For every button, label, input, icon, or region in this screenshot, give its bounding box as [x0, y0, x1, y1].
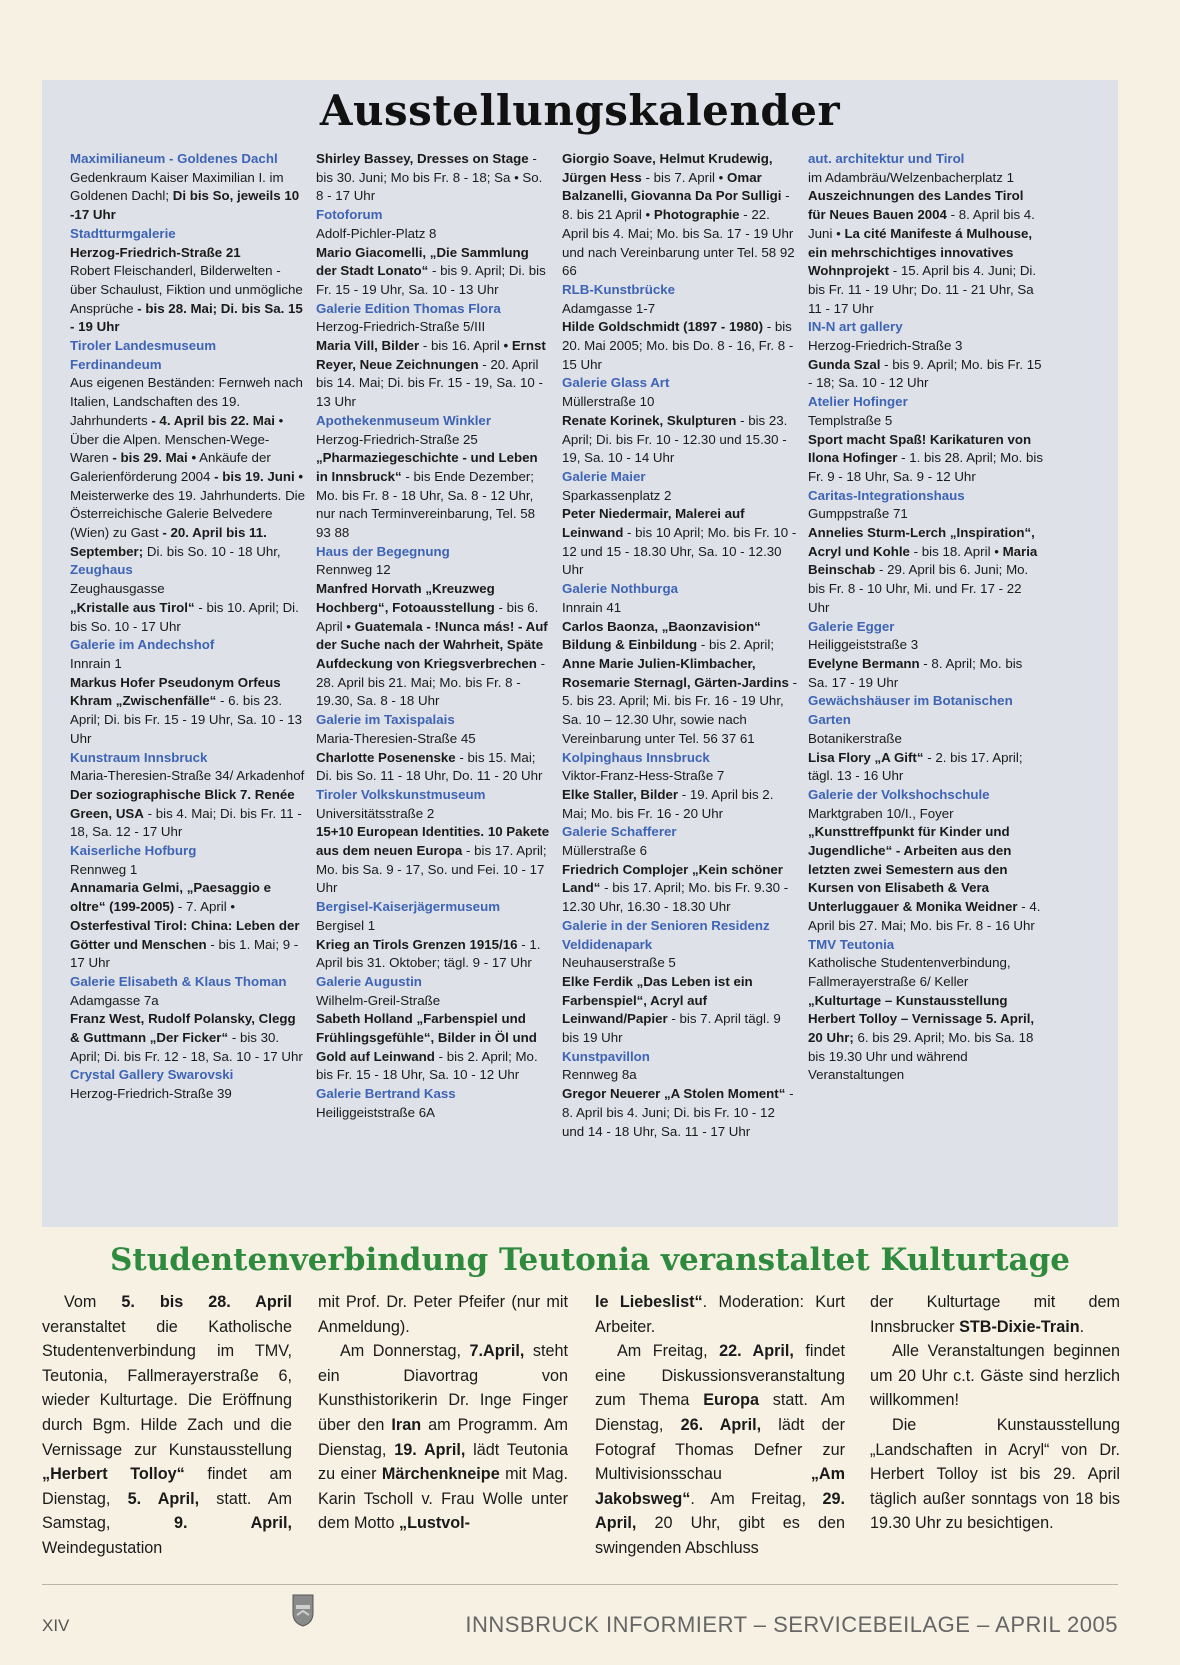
entry-text: Maria-Theresien-Straße 45 [316, 730, 476, 746]
article-column-2 [318, 1290, 568, 1536]
entry-text: - bis 16. April [419, 338, 504, 354]
entry-text: - bis 10 April; Mo. bis Fr. 10 - 12 und 15 - 18.30 Uhr, Sa. 10 - 12.30 Uhr [562, 525, 797, 578]
article-column-3 [595, 1290, 845, 1561]
article-text-bold: 7.April, [469, 1342, 525, 1361]
entry-text: Rennweg 1 [70, 861, 138, 877]
venue-name: Tiroler Volkskunstmuseum [316, 786, 486, 802]
exhibition-entry [808, 730, 1044, 749]
article-text-bold: „Lustvol- [398, 1514, 471, 1533]
calendar-title: Ausstellungskalender [319, 86, 841, 135]
entry-text: Adamgasse 1-7 [562, 300, 656, 316]
exhibition-entry [562, 412, 798, 468]
exhibition-entry [316, 449, 552, 543]
article-text: findet am Dienstag, [42, 1465, 292, 1508]
entry-text-bold: Photographie [653, 207, 740, 223]
exhibition-entry [70, 879, 306, 973]
entry-text: Innrain 41 [562, 599, 622, 615]
venue-name: Tiroler Landesmuseum Ferdinandeum [70, 338, 217, 372]
entry-text-bold: „Kunsttreffpunkt für Kinder und Jugendliche“ - Arbeiten aus den letzten zwei Semestern aus den Kursen von Elisabeth & Vera Unterluggauer & Monika Weidner [808, 824, 1018, 915]
entry-text: Viktor-Franz-Hess-Straße 7 [562, 768, 725, 784]
article-text: Am Donnerstag, [340, 1342, 470, 1361]
entry-text: - 29. April bis 6. Juni; Mo. bis Fr. 8 - 10 Uhr, Mi. und Fr. 17 - 22 Uhr [808, 562, 1029, 615]
entry-text: - bis 30. Juni; Mo bis Fr. 8 - 18; Sa • So. 8 - 17 Uhr [316, 151, 543, 204]
exhibition-entry [562, 973, 798, 1048]
entry-text: Marktgraben 10/I., Foyer [808, 805, 954, 821]
entry-text: Sparkassenplatz 2 [562, 487, 672, 503]
article-text: der Kulturtage mit dem Innsbrucker [870, 1293, 1120, 1336]
entry-text: Müllerstraße 6 [562, 843, 647, 859]
exhibition-entry [808, 505, 1044, 524]
exhibition-entry [70, 1010, 306, 1066]
entry-text-bold: Hilde Goldschmidt (1897 - 1980) [562, 319, 763, 335]
entry-text: - 8. bis 21 April • [562, 188, 790, 223]
venue-name: Atelier Hofinger [808, 394, 908, 410]
venue-name: Stadtturmgalerie [70, 225, 176, 241]
venue-name: aut. architektur und Tirol [808, 151, 965, 166]
entry-text: - bis 9. April; Mo. bis Fr. 15 - 18; Sa. 10 - 12 Uhr [808, 356, 1042, 391]
article-text: 20 Uhr, gibt es den swingenden Abschluss [595, 1514, 845, 1557]
entry-text: - bis 17. April; Mo. bis Sa. 9 - 17, So. und Fei. 10 - 17 Uhr [316, 843, 547, 896]
exhibition-entry [562, 1066, 798, 1085]
article-text-bold: 5. bis 28. April [121, 1293, 293, 1311]
article-text: findet eine Diskussionsveranstaltung zum Thema [595, 1342, 845, 1410]
entry-text: Katholische Studentenverbindung, Fallmerayerstraße 6/ Keller [808, 955, 1011, 989]
article-text-bold: 26. April, [680, 1415, 762, 1434]
exhibition-entry [562, 786, 798, 823]
entry-text: - bis 7. April tägl. 9 bis 19 Uhr [562, 1011, 781, 1046]
exhibition-entry [808, 992, 1044, 1086]
entry-text: - 5. bis 23. April; Mi. bis Fr. 16 - 19 Uhr, Sa. 10 – 12.30 Uhr, sowie nach Vereinbarung unter Tel. 56 37 61 [562, 674, 797, 746]
entry-text: Innrain 1 [70, 655, 122, 671]
article-column-1 [42, 1290, 292, 1561]
article-text-bold: 19. April, [394, 1440, 466, 1459]
entry-text: - 20. April bis 14. Mai; Di. bis Fr. 15 - 19, Sa. 10 - 13 Uhr [316, 356, 543, 410]
exhibition-entry [562, 505, 798, 580]
article-text: statt. Am Samstag, [42, 1489, 292, 1533]
exhibition-entry [562, 318, 798, 374]
article-paragraph [318, 1290, 568, 1339]
entry-text: - bis 23. April; Di. bis Fr. 10 - 12.30 und 15.30 - 19, Sa. 10 - 14 Uhr [562, 412, 788, 466]
entry-text: Universitätsstraße 2 [316, 805, 435, 821]
article-text-bold: 29. April, [595, 1489, 845, 1533]
venue-name: Galerie Egger [808, 618, 895, 634]
entry-text-bold: - 20. April bis 11. September; [70, 525, 267, 559]
entry-text: im Adambräu/Welzenbacherplatz 1 [808, 169, 1014, 185]
entry-text: Gumppstraße 71 [808, 506, 908, 522]
exhibition-entry [562, 1085, 798, 1141]
article-paragraph [318, 1339, 568, 1536]
entry-text: - bis 4. Mai; Di. bis Fr. 11 - 18, Sa. 12 - 17 Uhr [70, 805, 302, 840]
exhibition-entry [316, 805, 552, 824]
exhibition-entry [316, 225, 552, 244]
entry-text-bold: Markus Hofer Pseudonym Orfeus Khram „Zwischenfälle“ [70, 674, 281, 709]
exhibition-entry [70, 169, 306, 225]
exhibition-entry [316, 431, 552, 450]
page-number: XIV [42, 1616, 70, 1635]
entry-text: Neuhauserstraße 5 [562, 955, 676, 971]
article-text: . Am Freitag, [690, 1489, 823, 1508]
exhibition-entry [70, 580, 306, 599]
entry-text-bold: Carlos Baonza, „Baonzavision“ Bildung & Einbildung [562, 618, 761, 653]
exhibition-entry [808, 356, 1044, 393]
entry-text: - bis 20. Mai 2005; Mo. bis Do. 8 - 16, Fr. 8 - 15 Uhr [562, 319, 794, 372]
entry-text: - bis 2. April; [697, 637, 775, 653]
exhibition-entry [808, 412, 1044, 431]
entry-text: Maria-Theresien-Straße 34/ Arkadenhof [70, 768, 305, 784]
entry-text: Müllerstraße 10 [562, 394, 655, 410]
entry-text-bold: Omar Balzanelli, Giovanna Da Por Sulligi [562, 169, 782, 204]
exhibition-entry [70, 1085, 306, 1104]
venue-name: Fotoforum [316, 207, 383, 223]
entry-text-bold: Sabeth Holland „Farbenspiel und Frühlingsgefühle“, Bilder in Öl und Gold auf Leinwand [316, 1011, 537, 1064]
article-text-bold: 9. April, [174, 1514, 292, 1533]
entry-text: - bis 10. April; Di. bis So. 10 - 17 Uhr [70, 599, 299, 634]
exhibition-entry [70, 655, 306, 674]
article-text-bold: Iran [391, 1415, 422, 1434]
entry-text: - 8. April; Mo. bis Sa. 17 - 19 Uhr [808, 655, 1023, 690]
venue-name: Galerie im Andechshof [70, 637, 215, 653]
exhibition-calendar [42, 80, 1118, 1227]
venue-name: Galerie Augustin [316, 973, 422, 989]
venue-name: Kunstraum Innsbruck [70, 749, 208, 765]
entry-text: Botanikerstraße [808, 730, 902, 746]
calendar-column-4 [808, 150, 1044, 1085]
article-text-bold: le Liebeslist“ [595, 1293, 703, 1311]
venue-name: Kolpinghaus Innsbruck [562, 749, 710, 765]
article-paragraph [595, 1290, 845, 1339]
exhibition-entry [316, 730, 552, 749]
exhibition-entry [70, 374, 306, 561]
exhibition-entry [562, 954, 798, 973]
entry-text-bold: - bis 29. Mai • [112, 450, 197, 466]
entry-text-bold: „Kristalle aus Tirol“ [70, 599, 195, 615]
exhibition-entry [316, 580, 552, 711]
entry-text: - 6. bis 23. April; Di. bis Fr. 15 - 19 Uhr, Sa. 10 - 13 Uhr [70, 693, 303, 746]
article-text: Weindegustation [42, 1538, 163, 1557]
city-crest-icon [291, 1593, 315, 1627]
article-text-bold: 22. April, [719, 1342, 794, 1361]
entry-text: Gedenkraum Kaiser Maximilian I. im Goldenen Dachl; [70, 169, 284, 204]
exhibition-entry [562, 842, 798, 861]
entry-text-bold: • Ernst Reyer, Neue Zeichnungen [316, 338, 546, 372]
venue-name: Galerie Schafferer [562, 824, 677, 840]
entry-text: - bis 17. April; Mo. bis Fr. 9.30 - 12.30 Uhr, 16.30 - 18.30 Uhr [562, 880, 789, 915]
entry-text-bold: Shirley Bassey, Dresses on Stage [316, 151, 529, 166]
exhibition-entry [808, 655, 1044, 692]
exhibition-entry [808, 187, 1044, 318]
entry-text: - bis 2. April; Mo. bis Fr. 15 - 18 Uhr, Sa. 10 - 12 Uhr [316, 1048, 538, 1083]
venue-name: Galerie Edition Thomas Flora [316, 300, 501, 316]
entry-text: Robert Fleischanderl, Bilderwelten - über Schaulust, Fiktion und unmögliche Ansprüche [70, 263, 303, 316]
entry-text: - 8. April bis 4. Juni • [808, 207, 1035, 241]
article-text-bold: STB-Dixie-Train [959, 1317, 1080, 1336]
article-paragraph [595, 1339, 845, 1560]
venue-name: Maximilianeum - Goldenes Dachl [70, 151, 278, 166]
entry-text: - 1. bis 28. April; Mo. bis Fr. 9 - 18 Uhr, Sa. 9 - 12 Uhr [808, 450, 1043, 484]
venue-name: Galerie im Taxispalais [316, 712, 455, 728]
article-paragraph [870, 1339, 1120, 1413]
exhibition-entry [808, 524, 1044, 618]
entry-text: Ankäufe der Galerienförderung 2004 [70, 450, 271, 484]
entry-text: Adamgasse 7a [70, 992, 159, 1008]
entry-text-bold: - bis 28. Mai; Di. bis Sa. 15 - 19 Uhr [70, 300, 303, 335]
article-text: . Moderation: Kurt Arbeiter. [595, 1293, 845, 1336]
entry-text: - 7. April • [174, 899, 236, 915]
venue-name: Gewächshäuser im Botanischen Garten [808, 693, 1013, 728]
exhibition-entry [316, 823, 552, 898]
article-text: steht ein Diavortrag von Kunsthistorikerin Dr. Inge Finger über den [318, 1342, 569, 1434]
exhibition-entry [808, 749, 1044, 786]
venue-name: Bergisel-Kaiserjägermuseum [316, 899, 501, 915]
entry-text-bold: Gunda Szal [808, 356, 881, 372]
venue-name: Haus der Begegnung [316, 543, 450, 559]
article-text: Alle Veranstaltungen beginnen um 20 Uhr c.t. Gäste sind herzlich willkommen! [870, 1342, 1120, 1410]
entry-text: Herzog-Friedrich-Straße 25 [316, 431, 478, 447]
entry-text: - 8. April bis 4. Juni; Di. bis Fr. 10 - 12 und 14 - 18 Uhr, Sa. 11 - 17 Uhr [562, 1086, 794, 1139]
calendar-column-3 [562, 150, 798, 1141]
exhibition-entry [70, 599, 306, 636]
venue-name: Galerie der Volkshochschule [808, 786, 990, 802]
entry-text: Aus eigenen Beständen: Fernweh nach Italien, Landschaften des 19. Jahrhunderts [70, 375, 303, 428]
entry-text: - bis 9. April; Di. bis Fr. 15 - 19 Uhr, Sa. 10 - 13 Uhr [316, 263, 546, 297]
entry-text-bold: Guatemala - !Nunca más! - Auf der Suche nach der Wahrheit, Späte Aufdeckung von Kriegsverbrechen [316, 618, 548, 671]
venue-name: Galerie Elisabeth & Klaus Thoman [70, 973, 287, 989]
entry-text: Meisterwerke des 19. Jahrhunderts. Die Österreichische Galerie Belvedere (Wien) zu Gast [70, 487, 306, 541]
entry-text-bold: Sport macht Spaß! Karikaturen von Ilona Hofinger [808, 431, 1032, 466]
article-text: Vom [64, 1293, 122, 1311]
entry-text: - 2. bis 17. April; tägl. 13 - 16 Uhr [808, 749, 1023, 784]
exhibition-entry [808, 169, 1044, 188]
venue-name: RLB-Kunstbrücke [562, 281, 676, 297]
exhibition-entry [316, 337, 552, 412]
article-text-bold: 5. April, [127, 1489, 200, 1508]
entry-text: Templstraße 5 [808, 412, 893, 428]
entry-text: - 19. April bis 2. Mai; Mo. bis Fr. 16 - 20 Uhr [562, 786, 774, 821]
exhibition-entry [70, 786, 306, 842]
footer-text: INNSBRUCK INFORMIERT – SERVICEBEILAGE – APRIL 2005 [465, 1612, 1118, 1637]
exhibition-entry [808, 431, 1044, 487]
entry-text-bold: Renate Korinek, Skulpturen [562, 412, 737, 428]
entry-text: Herzog-Friedrich-Straße 5/III [316, 319, 486, 335]
venue-name: Galerie Maier [562, 468, 646, 484]
entry-text: - bis 1. Mai; 9 - 17 Uhr [70, 936, 299, 971]
entry-text: • Über die Alpen. Menschen-Wege-Waren [70, 412, 284, 466]
venue-name: Kaiserliche Hofburg [70, 843, 197, 859]
entry-text: Wilhelm-Greil-Straße [316, 992, 441, 1008]
article-text-bold: „Herbert Tolloy“ [42, 1465, 185, 1484]
entry-text: Di. bis So. 10 - 18 Uhr, [143, 543, 281, 559]
entry-text-bold: Manfred Horvath „Kreuzweg Hochberg“, Fotoausstellung [316, 581, 495, 615]
entry-text-bold: Peter Niedermair, Malerei auf Leinwand [562, 506, 745, 541]
exhibition-entry [808, 337, 1044, 356]
entry-text-bold: Annamaria Gelmi, „Paesaggio e oltre“ (199-2005) [70, 880, 272, 915]
entry-text: - bis 30. April; Di. bis Fr. 12 - 18, Sa. 10 - 17 Uhr [70, 1030, 303, 1064]
venue-name: TMV Teutonia [808, 936, 895, 952]
entry-text-bold: Charlotte Posenenske [316, 749, 456, 765]
entry-text-bold: Herzog-Friedrich-Straße 21 [70, 244, 241, 260]
article-text: lädt Teutonia zu einer [318, 1440, 568, 1484]
entry-text-bold: Di bis So, jeweils 10 -17 Uhr [70, 188, 300, 223]
entry-text-bold: Krieg an Tirols Grenzen 1915/16 [316, 936, 518, 952]
article-column-4 [870, 1290, 1120, 1536]
exhibition-entry [562, 599, 798, 618]
venue-name: Galerie in der Senioren Residenz Veldidenapark [562, 917, 770, 952]
entry-text-bold: Giorgio Soave, Helmut Krudewig, Jürgen Hess [562, 151, 773, 185]
exhibition-entry [316, 561, 552, 580]
article-paragraph [870, 1290, 1120, 1339]
exhibition-entry [316, 1010, 552, 1085]
exhibition-entry [316, 318, 552, 337]
entry-text: Bergisel 1 [316, 917, 376, 933]
entry-text-bold: Annelies Sturm-Lerch „Inspiration“, Acryl und Kohle [808, 525, 1035, 559]
exhibition-entry [808, 805, 1044, 824]
entry-text: Rennweg 8a [562, 1067, 637, 1083]
exhibition-entry [562, 300, 798, 319]
article-text: am Programm. Am Dienstag, [318, 1415, 568, 1459]
entry-text-bold: Friedrich Complojer „Kein schöner Land“ [562, 861, 783, 896]
exhibition-entry [70, 674, 306, 749]
article-text: . [1079, 1317, 1085, 1336]
venue-name: Galerie Nothburga [562, 581, 678, 597]
entry-text: 6. bis 29. April; Mo. bis Sa. 18 bis 19.30 Uhr und während Veranstaltungen [808, 1030, 1034, 1083]
venue-name: IN-N art gallery [808, 319, 903, 335]
exhibition-entry [70, 767, 306, 786]
entry-text: Herzog-Friedrich-Straße 39 [70, 1086, 232, 1102]
article-text-bold: Europa [703, 1391, 759, 1410]
entry-text-bold: Anne Marie Julien-Klimbacher, Rosemarie Sternagl, Gärten-Jardins [562, 655, 789, 690]
entry-text-bold: Franz West, Rudolf Polansky, Clegg & Guttmann „Der Ficker“ [70, 1011, 296, 1046]
entry-text: - bis 6. April • [316, 599, 539, 634]
entry-text: Adolf-Pichler-Platz 8 [316, 225, 437, 241]
exhibition-entry [70, 861, 306, 880]
article-text: Die Kunstausstellung „Landschaften in Acryl“ von Dr. Herbert Tolloy ist bis 29. April täglich außer sonntags von 18 bis 19.30 Uhr zu besichtigen. [870, 1415, 1120, 1533]
entry-text-bold: Der soziographische Blick 7. Renée Green, USA [70, 786, 295, 821]
entry-text-bold: Maria Beinschab [808, 543, 1038, 578]
exhibition-entry [562, 487, 798, 506]
article-text-bold: „Am Jakobsweg“ [595, 1465, 845, 1508]
entry-text-bold: - bis 19. Juni • [214, 468, 304, 484]
exhibition-entry [70, 244, 306, 263]
exhibition-entry [70, 262, 306, 337]
entry-text-bold: Osterfestival Tirol: China: Leben der Götter und Menschen [70, 917, 300, 952]
entry-text: Rennweg 12 [316, 562, 391, 578]
entry-text-bold: - 4. April bis 22. Mai [151, 412, 275, 428]
calendar-column-2 [316, 150, 552, 1123]
venue-name: Crystal Gallery Swarovski [70, 1067, 234, 1083]
article-paragraph [870, 1413, 1120, 1536]
entry-text: Heiliggeiststraße 6A [316, 1104, 435, 1120]
entry-text: Herzog-Friedrich-Straße 3 [808, 338, 963, 354]
exhibition-entry [316, 244, 552, 300]
entry-text-bold: Elke Ferdik „Das Leben ist ein Farbenspiel“, Acryl auf Leinwand/Papier [562, 973, 753, 1027]
entry-text: - 15. April bis 4. Juni; Di. bis Fr. 11 - 19 Uhr; Do. 11 - 21 Uhr, Sa 11 - 17 Uhr [808, 263, 1037, 316]
entry-text-bold: Elke Staller, Bilder [562, 786, 679, 802]
exhibition-entry [316, 936, 552, 973]
entry-text-bold: Maria Vill, Bilder [316, 338, 420, 354]
exhibition-entry [562, 861, 798, 917]
footer-rule [42, 1584, 1118, 1585]
entry-text-bold: Gregor Neuerer „A Stolen Moment“ [562, 1086, 786, 1102]
exhibition-entry [808, 823, 1044, 935]
exhibition-entry [316, 917, 552, 936]
entry-text-bold: La cité Manifeste á Mulhouse, ein mehrschichtiges innovatives Wohnprojekt [808, 225, 1033, 279]
entry-text-bold: „Pharmaziegeschichte - und Leben in Innsbruck“ [316, 450, 538, 484]
entry-text: - bis 15. Mai; Di. bis So. 11 - 18 Uhr, Do. 11 - 20 Uhr [316, 749, 543, 784]
entry-text: - 4. April bis 27. Mai; Mo. bis Fr. 8 - 16 Uhr [808, 899, 1041, 933]
article-title: Studentenverbindung Teutonia veranstaltet Kulturtage [109, 1242, 1071, 1278]
entry-text-bold: Mario Giacomelli, „Die Sammlung der Stadt Lonato“ [316, 244, 529, 279]
article-text: mit Prof. Dr. Peter Pfeifer (nur mit Anmeldung). [318, 1293, 568, 1336]
entry-text-bold: Lisa Flory „A Gift“ [808, 749, 924, 765]
venue-name: Galerie Glass Art [562, 375, 670, 391]
exhibition-entry [562, 767, 798, 786]
exhibition-entry [808, 636, 1044, 655]
entry-text: Heiliggeiststraße 3 [808, 637, 919, 653]
exhibition-entry [316, 150, 552, 206]
entry-text-bold: Auszeichnungen des Landes Tirol für Neues Bauen 2004 [808, 188, 1024, 223]
exhibition-entry [316, 749, 552, 786]
exhibition-entry [70, 992, 306, 1011]
venue-name: Caritas-Integrationshaus [808, 487, 965, 503]
article-text: statt. Am Dienstag, [595, 1391, 845, 1434]
entry-text: - bis 18. April • [909, 543, 1003, 559]
entry-text-bold: „Kulturtage – Kunstausstellung Herbert Tolloy – Vernissage 5. April, 20 Uhr; [808, 992, 1035, 1046]
calendar-column-1 [70, 150, 306, 1104]
article-text: lädt der Fotograf Thomas Defner zur Multivisionsschau [595, 1415, 845, 1484]
entry-text: - 28. April bis 21. Mai; Mo. bis Fr. 8 - 19.30, Sa. 8 - 18 Uhr [316, 655, 546, 709]
venue-name: Apothekenmuseum Winkler [316, 412, 491, 428]
exhibition-entry [562, 150, 798, 281]
exhibition-entry [316, 1104, 552, 1123]
exhibition-entry [562, 618, 798, 749]
venue-name: Kunstpavillon [562, 1048, 650, 1064]
exhibition-entry [316, 992, 552, 1011]
venue-name: Zeughaus [70, 562, 133, 578]
entry-text: - 1. April bis 31. Oktober; tägl. 9 - 17 Uhr [316, 936, 541, 971]
article-text: veranstaltet die Katholische Studentenverbindung im TMV, Teutonia, Fallmerayerstraße 6, wieder Kulturtage. Die Eröffnung durch Bgm. Hilde Zach und die Vernissage zur Kunstausstellung [42, 1317, 292, 1459]
entry-text: - bis Ende Dezember; Mo. bis Fr. 8 - 18 Uhr, Sa. 8 - 12 Uhr, nur nach Terminvereinbarung, Tel. 58 93 88 [316, 468, 536, 541]
entry-text-bold: 15+10 European Identities. 10 Pakete aus dem neuen Europa [316, 824, 550, 859]
entry-text: Zeughausgasse [70, 581, 165, 597]
exhibition-entry [808, 954, 1044, 991]
exhibition-entry [562, 393, 798, 412]
article-text-bold: Märchenkneipe [381, 1465, 500, 1484]
article-text: Am Freitag, [617, 1342, 720, 1361]
entry-text: - 22. April bis 4. Mai; Mo. bis Sa. 17 - 19 Uhr und nach Vereinbarung unter Tel. 58 92 66 [562, 207, 795, 279]
entry-text-bold: Evelyne Bermann [808, 655, 920, 671]
entry-text: - bis 7. April • [641, 169, 728, 185]
article-text: mit Mag. Karin Tscholl v. Frau Wolle unter dem Motto [318, 1465, 569, 1533]
article-paragraph [42, 1290, 292, 1561]
venue-name: Galerie Bertrand Kass [316, 1086, 456, 1102]
